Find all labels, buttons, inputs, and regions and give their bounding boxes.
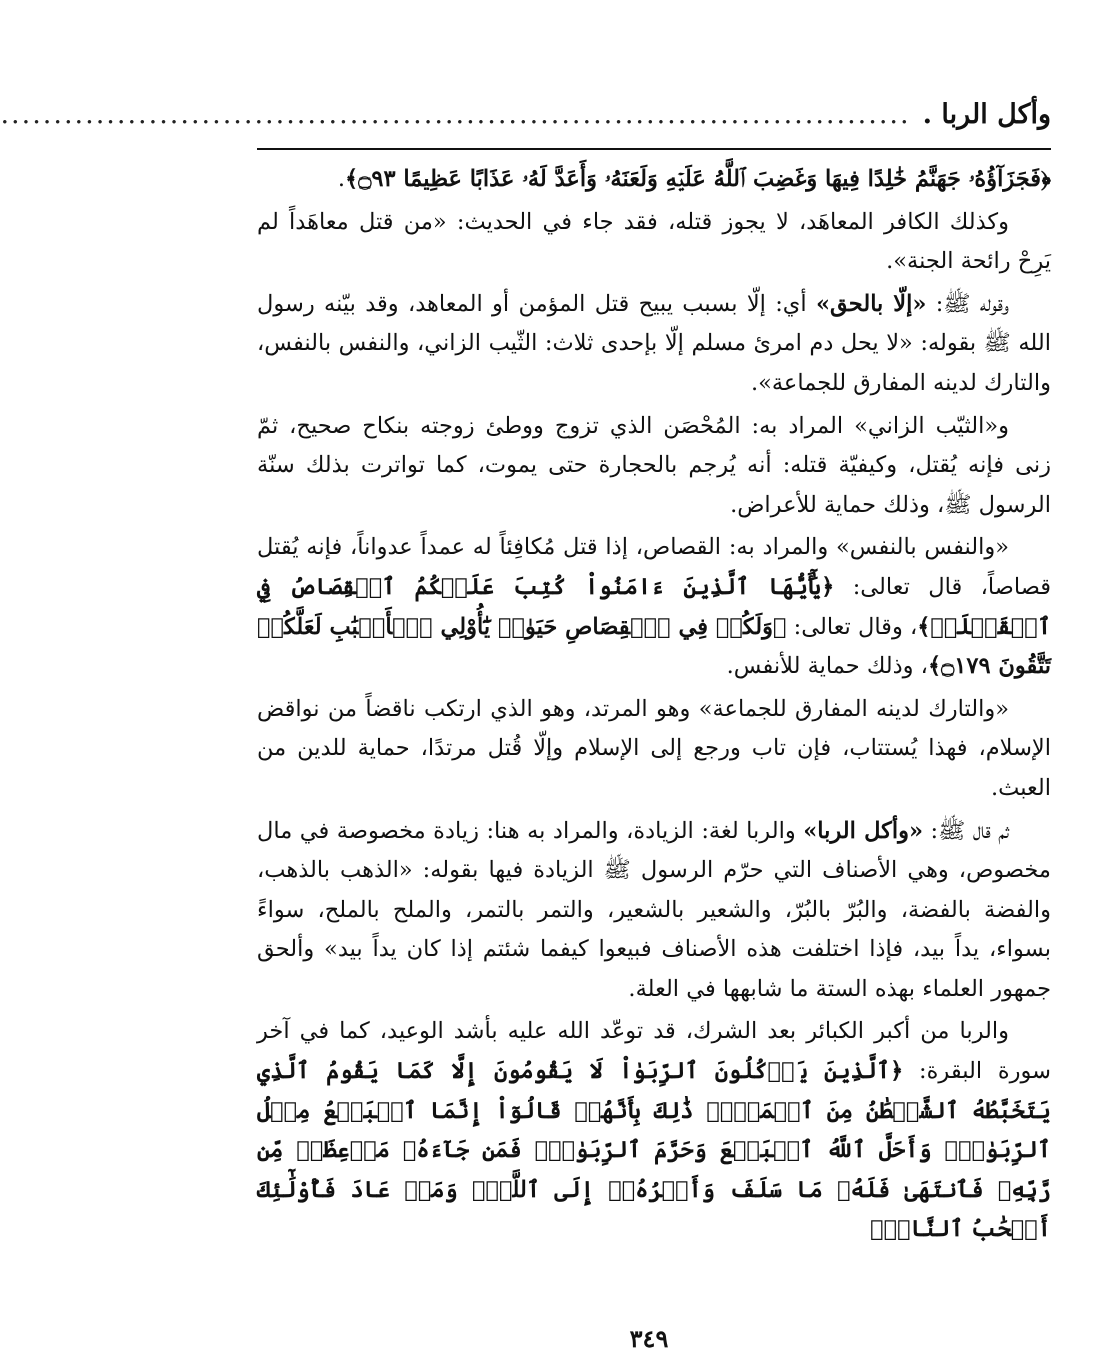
text-segment: ، وذلك حماية للأنفس. [726,653,928,680]
text-segment: والربا من أكبر الكبائر بعد الشرك، قد توعّد الله عليه بأشد الوعيد، كما في آخر سورة البقرة: [257,1018,1051,1085]
paragraph [257,812,1051,1010]
text-segment: «والنفس بالنفس» والمراد به: القصاص، إذا قتل مُكافِئاً له عمداً عدواناً، فإنه يُقتل قصاصاً، قال تعالى: [257,534,1051,600]
paragraph [257,528,1051,686]
hadith-keyword: «إلّا بالحق» [815,290,927,317]
header-rule [257,148,1051,150]
text-segment: وقوله ﷺ: [926,290,1009,317]
text-segment: ، وقال تعالى: [786,613,918,640]
text-segment: أي: إلّا بسبب يبيح قتل المؤمن أو المعاهد، وقد بيّنه رسول الله ﷺ بقوله: «لا يحل دم امرئ مسلم إلّا بإحدى ثلاث: الثّيب الزاني، والنفس بالنفس، والتارك لدينه المفارق للجماعة». [257,290,1051,396]
text-segment: و«الثيّب الزاني» المراد به: المُحْصَن الذي تزوج ووطئ زوجته بنكاح صحيح، ثمّ زنى فإنه يُقتل، وكيفيّة قتله: أنه يُرجم بالحجارة حتى يموت، كما تواترت بذلك سنّة الرسول ﷺ، وذلك حماية للأعراض. [257,412,1051,518]
quran-verse: ﴿يَٰٓأَيُّهَا ٱلَّذِينَ ءَامَنُواْ كُتِبَ عَلَيۡكُمُ ٱلۡقِصَاصُ فِي ٱلۡقَتۡلَىۖ﴾ [257,573,1051,640]
text-segment: والربا لغة: الزيادة، والمراد به هنا: زيادة مخصوصة في مال مخصوص، وهي الأصناف التي حرّم الرسول ﷺ الزيادة فيها بقوله: «الذهب بالذهب، والفضة بالفضة، والبُرّ بالبُرّ، والشعير بالشعير، والتمر بالتمر، والملح بالملح، سواءً بسواء، يداً بيد، فإذا اختلفت هذه الأصناف فبيعوا كيفما شئتم إذا كان يداً بيد» وألحق جمهور العلماء بهذه الستة ما شابهها في العلة. [257,817,1051,1002]
paragraph [257,690,1051,809]
paragraph [257,407,1051,526]
quran-verse: ﴿فَجَزَآؤُهُۥ جَهَنَّمُ خَٰلِدًا فِيهَا وَغَضِبَ ٱللَّهُ عَلَيۡهِ وَلَعَنَهُۥ وَأَعَدَّ لَهُۥ عَذَابًا عَظِيمًا ۝٩٣﴾ [345,166,1051,192]
paragraph [257,203,1051,282]
paragraph [257,160,1051,200]
quran-verse: ﴿ٱلَّذِينَ يَأۡكُلُونَ ٱلرِّبَوٰاْ لَا يَقُومُونَ إِلَّا كَمَا يَقُومُ ٱلَّذِي يَتَخَبَّطُهُ ٱلشَّيۡطَٰنُ مِنَ ٱلۡمَسِّۚ ذَٰلِكَ بِأَنَّهُمۡ قَالُوٓاْ إِنَّمَا ٱلۡبَيۡعُ مِثۡلُ ٱلرِّبَوٰاْۗ وَأَحَلَّ ٱللَّهُ ٱلۡبَيۡعَ وَحَرَّمَ ٱلرِّبَوٰاْۚ فَمَن جَآءَهُۥ مَوۡعِظَةٞ مِّن رَّبِّهِۦ فَٱنتَهَىٰ فَلَهُۥ مَا سَلَفَ وَأَمۡرُهُۥٓ إِلَى ٱللَّهِۖ وَمَنۡ عَادَ فَأُوْلَٰٓئِكَ أَصۡحَٰبُ ٱلنَّارِۖ [257,1058,1051,1243]
text-segment: وكذلك الكافر المعاهَد، لا يجوز قتله، فقد جاء في الحديث: «من قتل معاهَداً لم يَرِحْ رائحة الجنة». [257,208,1051,275]
running-header-leader-dots: ...................................................................................... [0,98,911,130]
page-body [257,160,1051,1253]
paragraph [257,1012,1051,1250]
quran-verse: ﴿وَلَكُمۡ فِي ٱلۡقِصَاصِ حَيَوٰةٞ يَٰٓأُوْلِي ٱلۡأَلۡبَٰبِ لَعَلَّكُمۡ تَتَّقُونَ ۝١٧٩﴾ [257,613,1051,680]
running-header-title: وأكل الربا . [922,98,1051,130]
text-segment: . [337,166,346,192]
text-segment: «والتارك لدينه المفارق للجماعة» وهو المرتد، وهو الذي ارتكب ناقضاً من نواقض الإسلام، فهذا يُستتاب، فإن تاب ورجع إلى الإسلام وإلّا قُتل مرتدًا، حماية للدين من العبث. [257,695,1051,801]
running-header [0,92,1051,136]
hadith-keyword: «وأكل الربا» [803,817,924,844]
page-number: ٣٤٩ [629,1324,669,1353]
text-segment: ثم قال ﷺ: [923,817,1009,844]
paragraph [257,285,1051,404]
